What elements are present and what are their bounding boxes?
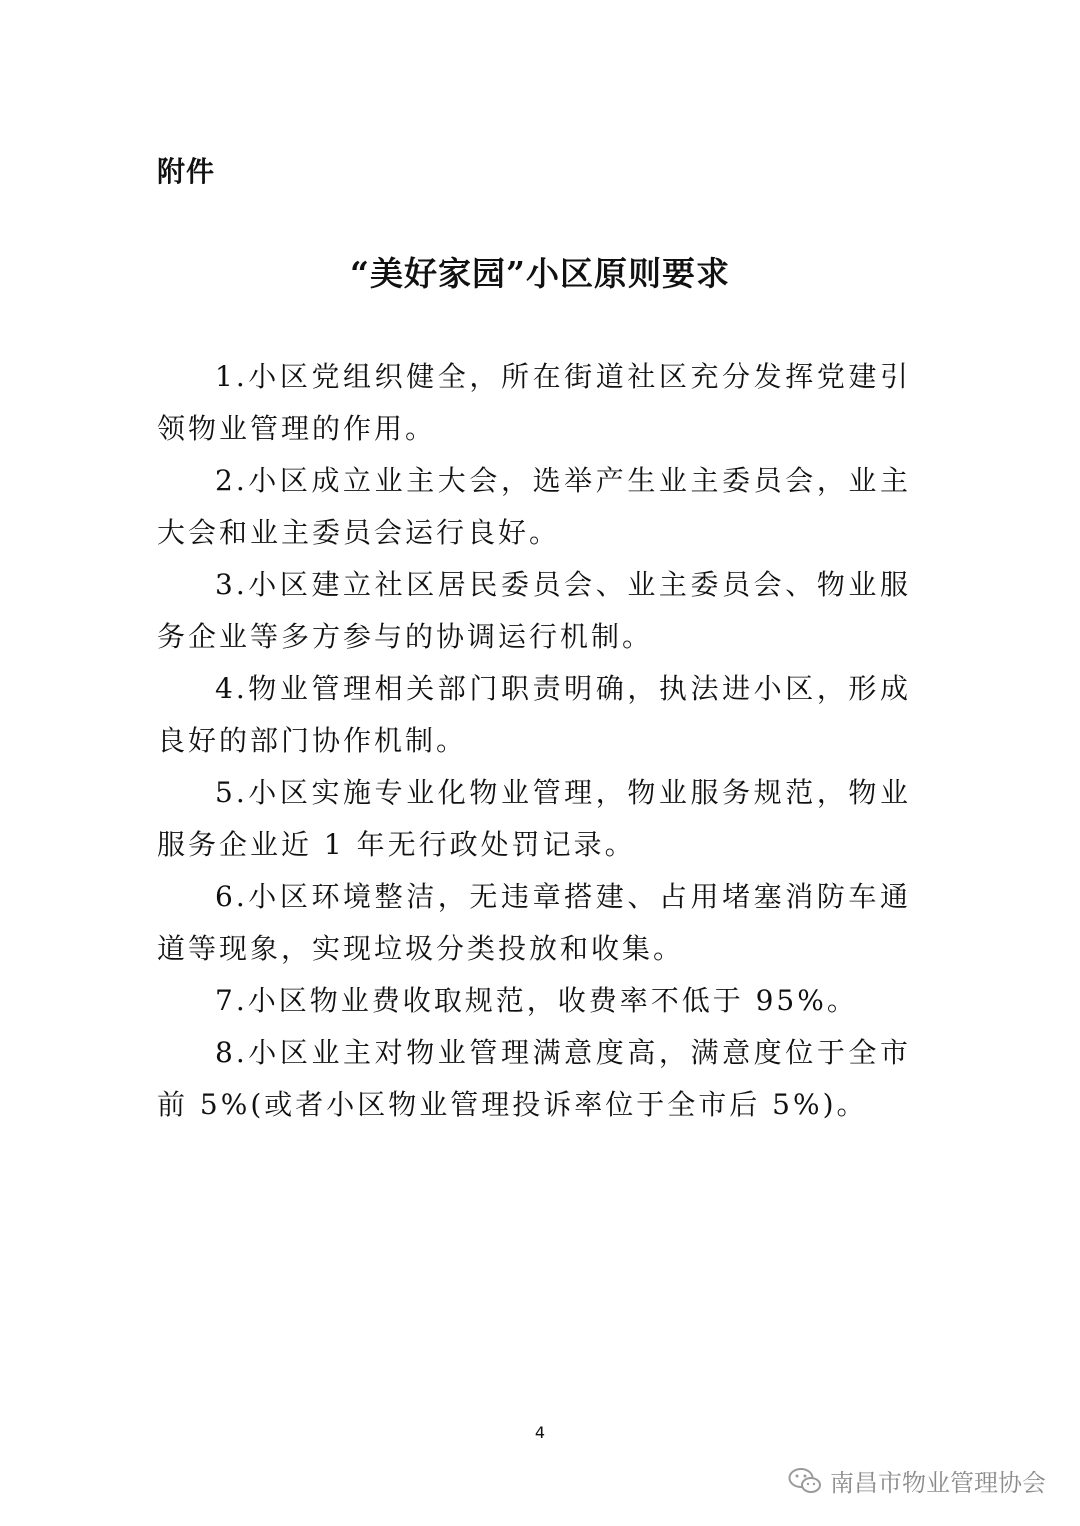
requirement-item-7: 7.小区物业费收取规范，收费率不低于 95%。 [215,984,858,1017]
requirement-item-4: 4.物业管理相关部门职责明确，执法进小区，形成良好的部门协作机制。 [157,672,911,757]
attachment-label: 附件 [157,155,216,188]
document-title: “美好家园”小区原则要求 [350,254,730,293]
requirements-list [157,351,911,1131]
requirement-item-2: 2.小区成立业主大会，选举产生业主委员会，业主大会和业主委员会运行良好。 [157,464,911,549]
requirement-item-8: 8.小区业主对物业管理满意度高，满意度位于全市前 5%(或者小区物业管理投诉率位于全市后 5%)。 [157,1036,911,1121]
wechat-icon [788,1467,822,1495]
page-number: 4 [534,1423,546,1442]
requirement-item-5: 5.小区实施专业化物业管理，物业服务规范，物业服务企业近 1 年无行政处罚记录。 [157,776,911,861]
requirement-item-6: 6.小区环境整洁，无违章搭建、占用堵塞消防车通道等现象，实现垃圾分类投放和收集。 [157,880,911,965]
account-watermark [788,1463,1046,1498]
requirement-item-3: 3.小区建立社区居民委员会、业主委员会、物业服务企业等多方参与的协调运行机制。 [157,568,911,653]
requirement-item-1: 1.小区党组织健全，所在街道社区充分发挥党建引领物业管理的作用。 [157,360,911,445]
watermark-text: 南昌市物业管理协会 [830,1469,1046,1497]
